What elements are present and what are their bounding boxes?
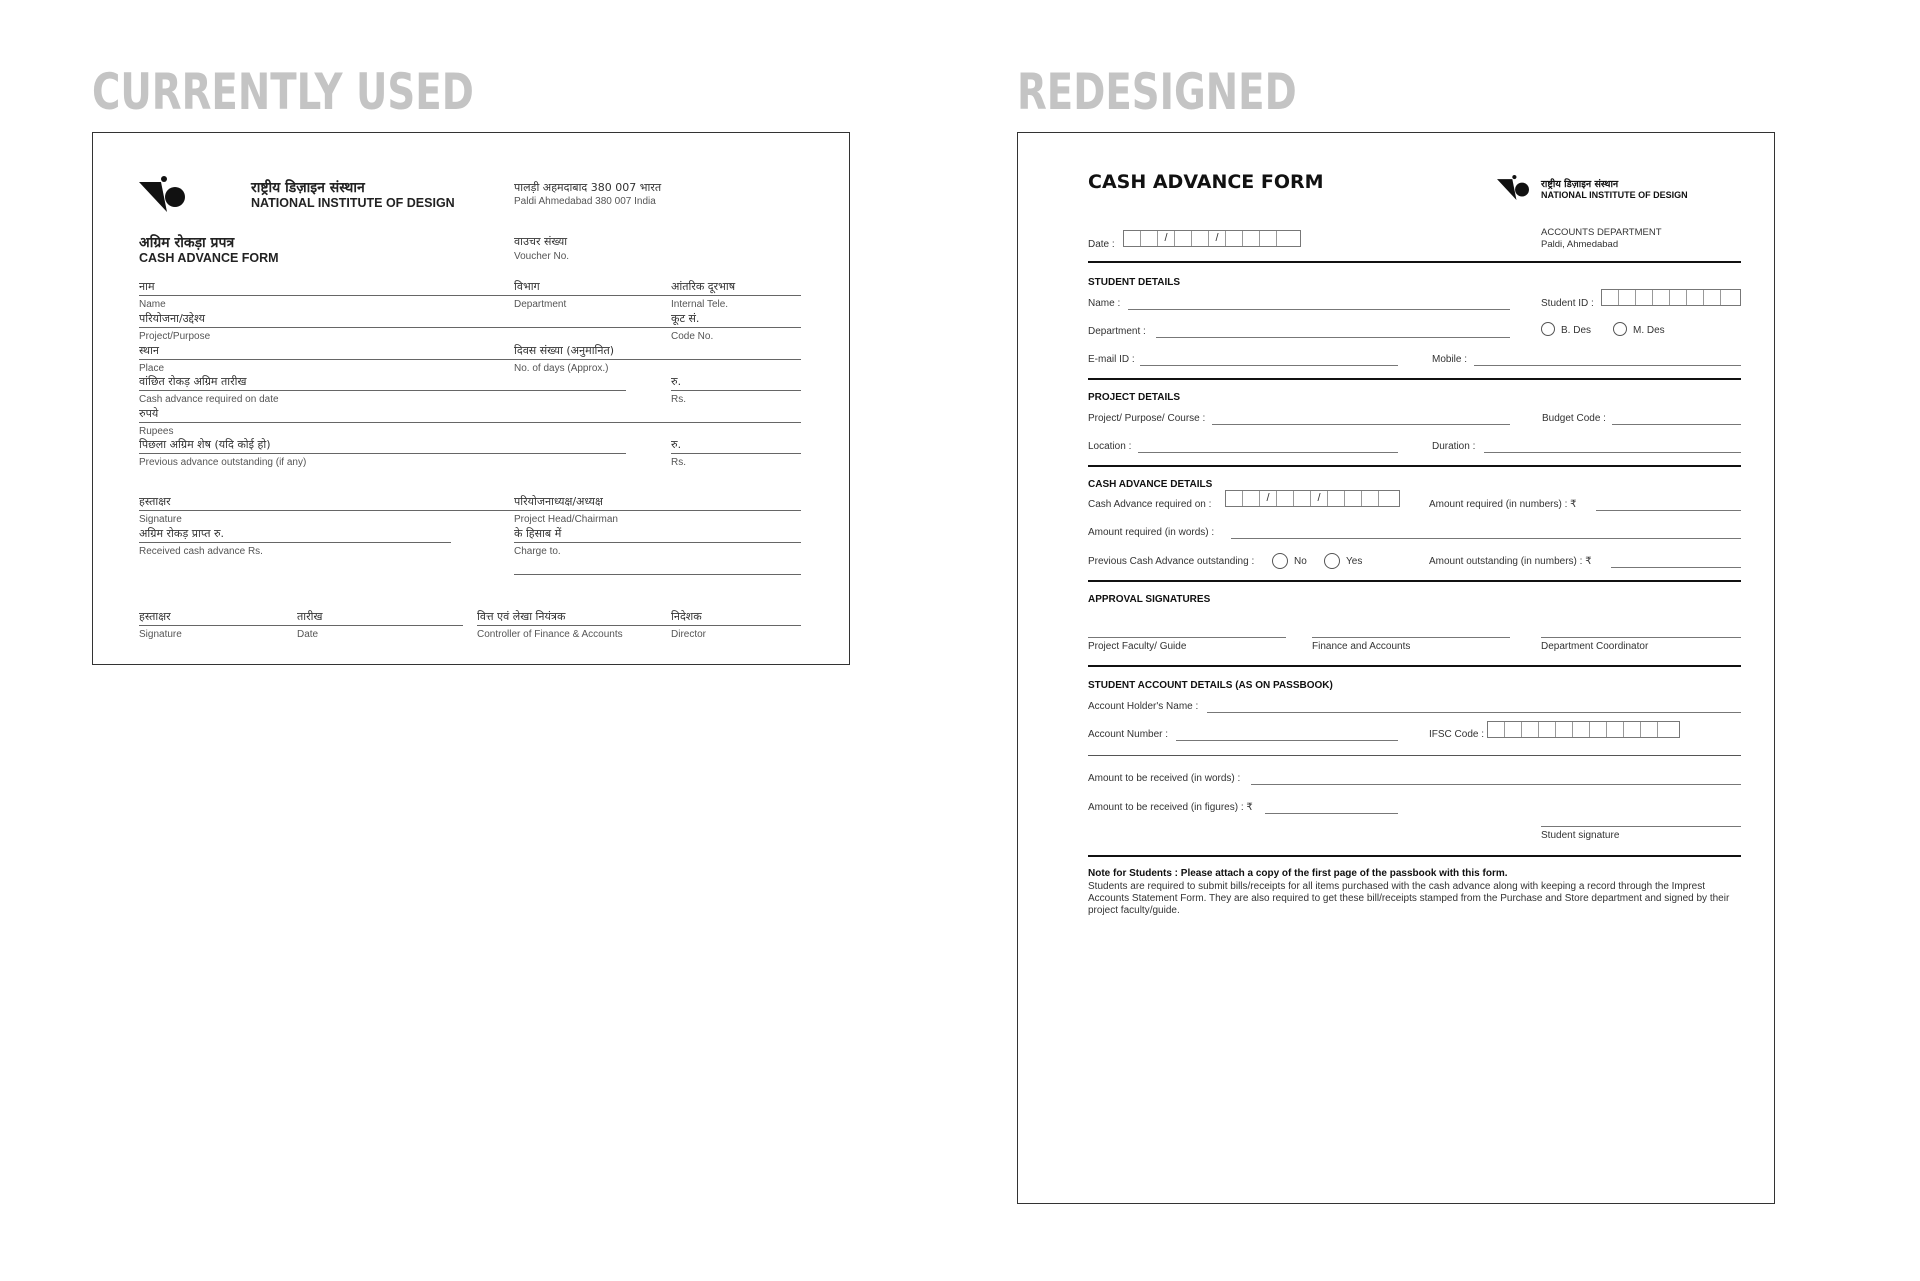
finance-label: Finance and Accounts — [1312, 641, 1411, 652]
no-radio[interactable] — [1272, 553, 1288, 569]
code-label-english: Code No. — [671, 331, 714, 342]
coordinator-label: Department Coordinator — [1541, 641, 1649, 652]
place-label-hindi: स्थान — [139, 344, 160, 357]
previous-label-english: Previous advance outstanding (if any) — [139, 457, 307, 468]
bdes-radio[interactable] — [1541, 322, 1555, 336]
department-field[interactable] — [1156, 337, 1510, 338]
nid-logo-icon — [139, 176, 185, 212]
student-signature-line[interactable] — [1541, 826, 1741, 827]
heading-redesigned: REDESIGNED — [1017, 63, 1297, 121]
days-label-hindi: दिवस संख्या (अनुमानित) — [514, 344, 615, 357]
received-line[interactable] — [139, 542, 451, 543]
account-holder-label: Account Holder's Name : — [1088, 701, 1199, 712]
name-label-hindi: नाम — [139, 280, 155, 293]
project-label-english: Project/Purpose — [139, 331, 211, 342]
form-title-english: CASH ADVANCE FORM — [139, 251, 279, 265]
receive-words-field[interactable] — [1251, 784, 1741, 785]
date2-label-hindi: तारीख — [297, 610, 323, 623]
accounts-place: Paldi, Ahmedabad — [1541, 239, 1619, 250]
mobile-label: Mobile : — [1432, 354, 1468, 365]
controller-label-english: Controller of Finance & Accounts — [477, 629, 623, 640]
cash-details-heading: CASH ADVANCE DETAILS — [1088, 479, 1213, 490]
received-label-english: Received cash advance Rs. — [139, 546, 263, 557]
amount-numbers-field[interactable] — [1596, 510, 1741, 511]
charge-line[interactable] — [514, 542, 801, 543]
rupees-label-english: Rupees — [139, 426, 174, 437]
department-label: Department : — [1088, 326, 1146, 337]
bdes-label: B. Des — [1561, 325, 1592, 336]
signature2-label-hindi: हस्ताक्षर — [139, 610, 171, 623]
name-line[interactable] — [139, 295, 801, 296]
project-label: Project/ Purpose/ Course : — [1088, 413, 1206, 424]
rs-label-english: Rs. — [671, 394, 686, 405]
project-field[interactable] — [1212, 424, 1510, 425]
rs2-label-english: Rs. — [671, 457, 686, 468]
amount-outstanding-label: Amount outstanding (in numbers) : ₹ — [1429, 556, 1592, 567]
student-id-boxes[interactable] — [1601, 289, 1741, 306]
section-rule — [1088, 665, 1741, 667]
charge-label-hindi: के हिसाब में — [514, 527, 562, 540]
signature2-line[interactable] — [139, 625, 463, 626]
nid-logo-icon — [1497, 175, 1529, 200]
date-line[interactable] — [139, 390, 626, 391]
heading-currently-used: CURRENTLY USED — [92, 63, 474, 121]
mdes-label: M. Des — [1633, 325, 1665, 336]
rupees-line[interactable] — [139, 422, 801, 423]
project-details-heading: PROJECT DETAILS — [1088, 392, 1181, 403]
account-heading: STUDENT ACCOUNT DETAILS (AS ON PASSBOOK) — [1088, 680, 1333, 691]
previous-outstanding-label: Previous Cash Advance outstanding : — [1088, 556, 1255, 567]
section-rule — [1088, 855, 1741, 857]
receive-words-label: Amount to be received (in words) : — [1088, 773, 1241, 784]
faculty-signature-line[interactable] — [1088, 637, 1286, 638]
director-label-hindi: निदेशक — [671, 610, 702, 623]
charge-label-english: Charge to. — [514, 546, 561, 557]
student-details-heading: STUDENT DETAILS — [1088, 277, 1181, 288]
date-boxes[interactable]: / / — [1123, 230, 1301, 247]
rs-line[interactable] — [671, 390, 801, 391]
form-title-hindi: अग्रिम रोकड़ा प्रपत्र — [139, 235, 235, 251]
institute-name-english: NATIONAL INSTITUTE OF DESIGN — [1541, 190, 1688, 200]
mobile-field[interactable] — [1474, 365, 1741, 366]
name-field[interactable] — [1128, 309, 1510, 310]
student-id-label: Student ID : — [1541, 298, 1594, 309]
duration-field[interactable] — [1484, 452, 1741, 453]
signature-label-hindi: हस्ताक्षर — [139, 495, 171, 508]
approval-heading: APPROVAL SIGNATURES — [1088, 594, 1211, 605]
mdes-radio[interactable] — [1613, 322, 1627, 336]
head-label-hindi: परियोजनाध्यक्ष/अध्यक्ष — [514, 495, 603, 508]
institute-name-hindi: राष्ट्रीय डिज़ाइन संस्थान — [1541, 179, 1619, 190]
director-label-english: Director — [671, 629, 707, 640]
required-on-label: Cash Advance required on : — [1088, 499, 1212, 510]
email-label: E-mail ID : — [1088, 354, 1135, 365]
thin-divider — [1088, 755, 1741, 756]
project-line[interactable] — [139, 327, 801, 328]
finance-signature-line[interactable] — [1312, 637, 1510, 638]
institute-name-english: NATIONAL INSTITUTE OF DESIGN — [251, 196, 455, 210]
controller-line[interactable] — [477, 625, 801, 626]
address-english: Paldi Ahmedabad 380 007 India — [514, 196, 656, 207]
amount-words-label: Amount required (in words) : — [1088, 527, 1215, 538]
place-label-english: Place — [139, 363, 165, 374]
days-label-english: No. of days (Approx.) — [514, 363, 609, 374]
institute-name-hindi: राष्ट्रीय डिज़ाइन संस्थान — [251, 180, 365, 196]
section-rule — [1088, 261, 1741, 263]
coordinator-signature-line[interactable] — [1541, 637, 1741, 638]
location-label: Location : — [1088, 441, 1132, 452]
redesigned-form-panel — [1017, 132, 1775, 1204]
rupees-label-hindi: रुपये — [139, 407, 159, 420]
note-text: Students are required to submit bills/receipts for all items purchased with the cash advance along with keeping a record through the Imprest Accounts Statement Form. They are also required to get these bill/receipts stamped from the Purchase and Store department and signed by their project faculty/guide. — [1088, 881, 1730, 916]
previous-line[interactable] — [139, 453, 626, 454]
voucher-label-hindi: वाउचर संख्या — [514, 235, 568, 248]
head-label-english: Project Head/Chairman — [514, 514, 618, 525]
current-form-panel — [92, 132, 850, 665]
student-signature-label: Student signature — [1541, 830, 1620, 841]
amount-outstanding-field[interactable] — [1611, 567, 1741, 568]
previous-label-hindi: पिछला अग्रिम शेष (यदि कोई हो) — [139, 438, 271, 451]
date-label-hindi: वांछित रोकड़ अग्रिम तारीख — [139, 375, 247, 388]
ifsc-label: IFSC Code : — [1429, 729, 1485, 740]
receive-figures-field[interactable] — [1265, 813, 1398, 814]
rs2-label-hindi: रु. — [671, 438, 682, 451]
signature-line[interactable] — [139, 510, 801, 511]
yes-radio[interactable] — [1324, 553, 1340, 569]
rs2-line[interactable] — [671, 453, 801, 454]
project-label-hindi: परियोजना/उद्देश्य — [139, 312, 206, 325]
account-number-label: Account Number : — [1088, 729, 1169, 740]
date2-label-english: Date — [297, 629, 319, 640]
place-line[interactable] — [139, 359, 801, 360]
charge-line-2[interactable] — [514, 574, 801, 575]
accounts-department: ACCOUNTS DEPARTMENT — [1541, 227, 1662, 238]
required-on-date-boxes[interactable]: / / — [1225, 490, 1400, 507]
signature2-label-english: Signature — [139, 629, 182, 640]
address-hindi: पालड़ी अहमदाबाद 380 007 भारत — [514, 181, 662, 194]
account-holder-field[interactable] — [1207, 712, 1741, 713]
receive-figures-label: Amount to be received (in figures) : ₹ — [1088, 802, 1253, 813]
name-label-english: Name — [139, 299, 166, 310]
department-label-english: Department — [514, 299, 567, 310]
note-heading: Note for Students : Please attach a copy of the first page of the passbook with this form. — [1088, 868, 1508, 879]
yes-label: Yes — [1346, 556, 1363, 567]
section-rule — [1088, 580, 1741, 582]
location-field[interactable] — [1138, 452, 1398, 453]
ifsc-boxes[interactable] — [1487, 721, 1680, 738]
account-number-field[interactable] — [1176, 740, 1398, 741]
section-rule — [1088, 465, 1741, 467]
tele-label-english: Internal Tele. — [671, 299, 729, 310]
rs-label-hindi: रु. — [671, 375, 682, 388]
amount-words-field[interactable] — [1231, 538, 1741, 539]
department-label-hindi: विभाग — [514, 280, 540, 293]
budget-code-label: Budget Code : — [1542, 413, 1606, 424]
controller-label-hindi: वित्त एवं लेखा नियंत्रक — [477, 610, 566, 623]
date-label: Date : — [1088, 239, 1115, 250]
tele-label-hindi: आंतरिक दूरभाष — [671, 280, 736, 293]
budget-code-field[interactable] — [1612, 424, 1741, 425]
email-field[interactable] — [1140, 365, 1398, 366]
amount-numbers-label: Amount required (in numbers) : ₹ — [1429, 499, 1577, 510]
received-label-hindi: अग्रिम रोकड़ प्राप्त रु. — [139, 527, 225, 540]
section-rule — [1088, 378, 1741, 380]
duration-label: Duration : — [1432, 441, 1476, 452]
code-label-hindi: कूट सं. — [671, 312, 700, 325]
voucher-label-english: Voucher No. — [514, 251, 570, 262]
name-label: Name : — [1088, 298, 1121, 309]
signature-label-english: Signature — [139, 514, 182, 525]
form-title: CASH ADVANCE FORM — [1088, 171, 1324, 193]
no-label: No — [1294, 556, 1307, 567]
faculty-label: Project Faculty/ Guide — [1088, 641, 1187, 652]
date-label-english: Cash advance required on date — [139, 394, 279, 405]
